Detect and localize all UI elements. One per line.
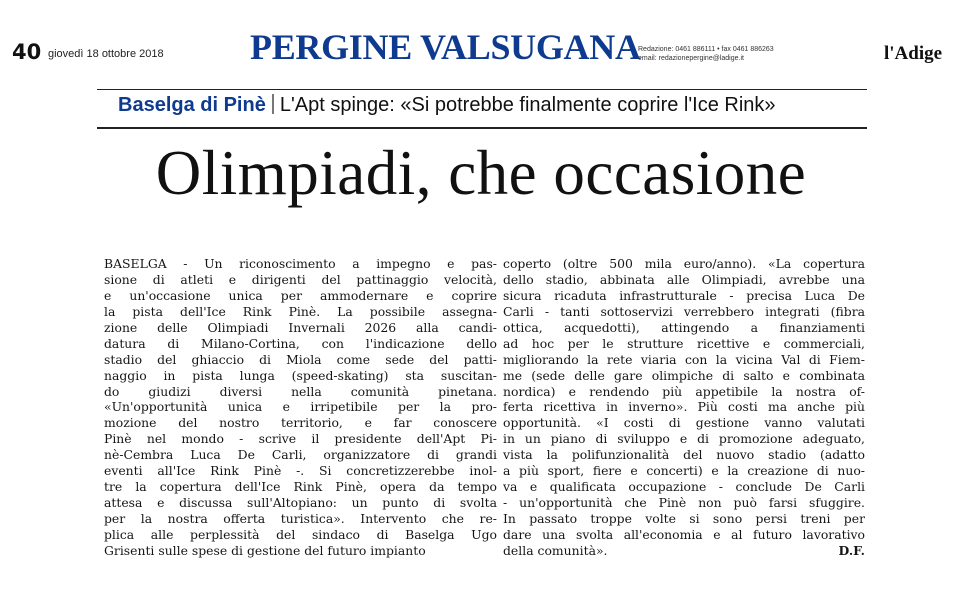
article-line: e un'occasione unica per ammodernare e coprire — [104, 287, 497, 303]
article-line: a più sport, fiere e concerti) e la creazione di nuo- — [503, 463, 865, 479]
page-number: 40 — [12, 40, 42, 64]
article-line: tre la copertura dell'Ice Rink Pinè, opera da tempo — [104, 479, 497, 495]
article-line: sicura ricaduta infrastrutturale - precisa Luca De — [503, 287, 865, 303]
article-line: me (sede delle gare olimpiche di salto e combinata — [503, 367, 865, 383]
article-column-2 — [503, 256, 865, 559]
article-line: do giudizi diversi nella comunità pinetana. — [104, 383, 497, 399]
author-signature: D.F. — [838, 542, 865, 558]
article-line: per la nostra offerta turistica». Intervento che re- — [104, 511, 497, 526]
article-line: Grisenti sulle spese di gestione del futuro impianto — [104, 542, 426, 558]
article-line: stadio del ghiaccio di Miola come sede del patti- — [104, 351, 497, 367]
contact-phone: Redazione: 0461 886111 • fax 0461 886263 — [638, 46, 774, 53]
article-line: plica alle perplessità del sindaco di Baselga Ugo — [104, 526, 497, 542]
article-line: migliorando la rete viaria con la vicina Val di Fiem- — [503, 351, 865, 367]
article-line: dare una svolta all'economia e al futuro lavorativo — [503, 526, 865, 542]
article-line: eventi all'Ice Rink Pinè -. Si concretizzerebbe inol- — [104, 463, 497, 479]
article-line: opportunità. «I costi di gestione vanno valutati — [503, 415, 865, 431]
contact-email: email: redazionepergine@ladige.it — [638, 55, 744, 62]
article-line: ottica, acquedotti), attingendo a finanziamenti — [503, 319, 865, 335]
article-line: Carli - tanti sottoservizi verrebbero integrati (fibra — [503, 303, 865, 319]
article-line: in un piano di sviluppo e di promozione adeguato, — [503, 431, 865, 447]
article-line: dello stadio, abbinata alle Olimpiadi, avrebbe una — [503, 271, 865, 287]
section-title: PERGINE VALSUGANA — [250, 27, 641, 67]
article-line: coperto (oltre 500 mila euro/anno). «La copertura — [503, 256, 865, 271]
kicker-separator — [272, 94, 274, 114]
divider-bottom — [97, 127, 867, 129]
divider-top — [97, 89, 867, 90]
article-line: Pinè nel mondo - scrive il presidente dell'Apt Pi- — [104, 431, 497, 447]
kicker — [118, 94, 776, 117]
article-line: BASELGA - Un riconoscimento a impegno e pas- — [104, 256, 497, 271]
newspaper-logo: l'Adige — [884, 43, 943, 64]
article-line: ferta ricettiva in inverno». Più costi ma anche più — [503, 399, 865, 415]
article-line: va e qualificata occupazione - conclude De Carli — [503, 479, 865, 495]
article-line: ad hoc per le strutture ricettive e commerciali, — [503, 335, 865, 351]
page-header — [0, 0, 962, 70]
article-line: «Un'opportunità unica e irripetibile per la pro- — [104, 399, 497, 415]
article-line: datura di Milano-Cortina, con l'indicazione dello — [104, 335, 497, 351]
article-column-1 — [104, 256, 497, 559]
article-line: zione delle Olimpiadi Invernali 2026 alla candi- — [104, 319, 497, 335]
issue-date: giovedì 18 ottobre 2018 — [48, 48, 164, 60]
article-line: la pista dell'Ice Rink Pinè. La possibile assegna- — [104, 303, 497, 319]
article-line: naggio in pista lunga (speed-skating) sta suscitan- — [104, 367, 497, 383]
kicker-text: L'Apt spinge: «Si potrebbe finalmente coprire l'Ice Rink» — [279, 94, 776, 116]
article-line: mozione del nostro territorio, e far conoscere — [104, 415, 497, 431]
article-line: In passato troppe volte si sono persi treni per — [503, 511, 865, 526]
contact-info — [638, 45, 774, 63]
headline: Olimpiadi, che occasione — [155, 138, 807, 208]
article-line: vista la polifunzionalità del nuovo stadio (adatto — [503, 447, 865, 463]
article-line: sione di atleti e dirigenti del pattinaggio velocità, — [104, 271, 497, 287]
kicker-place: Baselga di Pinè — [118, 94, 266, 116]
article-line: nordica) e rendendo più appetibile la nostra of- — [503, 383, 865, 399]
article-line: della comunità». D.F. — [503, 542, 865, 558]
article-line: - un'opportunità che Pinè non può farsi sfuggire. — [503, 495, 865, 511]
article-line: attesa e discussa sull'Altopiano: un punto di svolta — [104, 495, 497, 511]
article-line: nè-Cembra Luca De Carli, organizzatore di grandi — [104, 447, 497, 463]
